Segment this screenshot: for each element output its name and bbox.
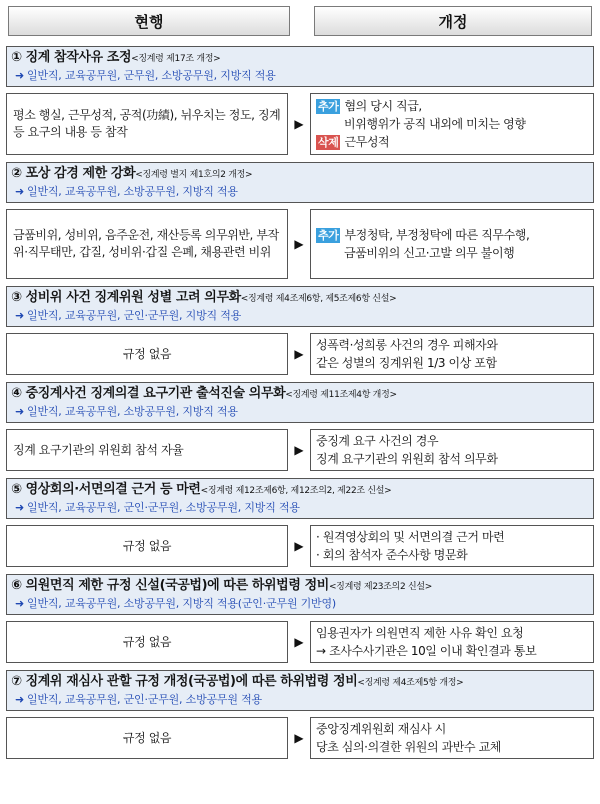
section-title [11, 673, 587, 692]
revised-line: 부정청탁, 부정청탁에 따른 직무수행, [344, 228, 530, 242]
current-rule: 징계 요구기관의 위원회 참석 자율 [6, 429, 288, 471]
current-rule: 금품비위, 성비위, 음주운전, 재산등록 의무위반, 부작위·직무태만, 갑질, 성비위·갑질 은폐, 채용관련 비위 [6, 209, 288, 279]
section-number: ⑦ [11, 674, 22, 689]
add-tag: 추가 [318, 100, 339, 113]
section-comparison [6, 93, 594, 155]
section-comparison [6, 621, 594, 663]
revised-line: 임용권자가 의원면직 제한 사유 확인 요청 [316, 626, 524, 640]
section-2 [6, 162, 594, 279]
arrow-right-icon: ➜ [15, 69, 25, 82]
revision-sections [6, 46, 594, 766]
add-tag: 추가 [318, 229, 339, 242]
applicability-text: 일반직, 교육공무원, 군인·군무원, 소방공무원 적용 [27, 693, 262, 706]
section-number: ④ [11, 386, 22, 401]
revised-line: 혐의 당시 직급, [344, 99, 422, 113]
section-reference: <징계령 제4조제5항 개정> [357, 678, 464, 688]
section-applicability [11, 596, 587, 612]
section-applicability [11, 692, 587, 708]
section-reference: <징계령 제12조제6항, 제12조의2, 제22조 신설> [200, 486, 392, 496]
triangle-right-icon: ▶ [294, 117, 304, 131]
section-number: ① [11, 50, 22, 65]
triangle-right-icon: ▶ [294, 731, 304, 745]
arrow-right-icon: ➜ [15, 405, 25, 418]
revised-line: 중앙징계위원회 재심사 시 [316, 722, 446, 736]
section-title-text: 포상 감경 제한 강화 [25, 166, 136, 181]
section-5 [6, 478, 594, 567]
section-applicability [11, 184, 587, 200]
section-applicability [11, 308, 587, 324]
applicability-text: 일반직, 교육공무원, 소방공무원, 지방직 적용 [27, 405, 238, 418]
revised-line: 같은 성별의 징계위원 1/3 이상 포함 [316, 356, 497, 370]
applicability-text: 일반직, 교육공무원, 군인·군무원, 지방직 적용 [27, 309, 242, 322]
section-comparison [6, 717, 594, 759]
section-comparison [6, 209, 594, 279]
section-title-text: 성비위 사건 징계위원 성별 고려 의무화 [25, 290, 241, 305]
section-header [6, 162, 594, 203]
revised-line: → 조사수사기관은 10일 이내 확인결과 통보 [316, 644, 537, 658]
revised-rule [310, 429, 594, 471]
header-revised: 개정 [314, 6, 592, 36]
revised-rule [310, 717, 594, 759]
revised-rule [310, 209, 594, 279]
revised-line: · 회의 참석자 준수사항 명문화 [316, 548, 468, 562]
revised-rule [310, 525, 594, 567]
section-title [11, 49, 587, 68]
applicability-text: 일반직, 교육공무원, 소방공무원, 지방직 적용 [27, 185, 238, 198]
section-applicability [11, 68, 587, 84]
revised-line: 징계 요구기관의 위원회 참석 의무화 [316, 452, 498, 466]
delete-tag: 삭제 [318, 136, 339, 149]
revised-line: 비위행위가 공직 내외에 미치는 영향 [344, 117, 526, 131]
section-7 [6, 670, 594, 759]
section-header [6, 478, 594, 519]
section-applicability [11, 500, 587, 516]
section-header [6, 286, 594, 327]
section-reference: <징계령 제17조 개정> [131, 54, 221, 64]
revised-rule [310, 333, 594, 375]
section-comparison [6, 429, 594, 471]
section-number: ⑥ [11, 578, 22, 593]
triangle-right-icon: ▶ [294, 237, 304, 251]
section-number: ③ [11, 290, 22, 305]
section-title [11, 165, 587, 184]
section-title-text: 중징계사건 징계의결 요구기관 출석진술 의무화 [25, 386, 286, 401]
section-title-text: 영상회의·서면의결 근거 등 마련 [25, 482, 201, 497]
section-number: ② [11, 166, 22, 181]
section-3 [6, 286, 594, 375]
current-rule: 평소 행실, 근무성적, 공적(功績), 뉘우치는 정도, 징계등 요구의 내용 등 참작 [6, 93, 288, 155]
section-reference: <징계령 제4조제6항, 제5조제6항 신설> [240, 294, 397, 304]
header-current: 현행 [8, 6, 290, 36]
triangle-right-icon: ▶ [294, 539, 304, 553]
revised-line: · 원격영상회의 및 서면의결 근거 마련 [316, 530, 505, 544]
section-title [11, 385, 587, 404]
section-header [6, 46, 594, 87]
section-1 [6, 46, 594, 155]
section-4 [6, 382, 594, 471]
section-title-text: 의원면직 제한 규정 신설(국공법)에 따른 하위법령 정비 [25, 578, 329, 593]
section-title-text: 징계위 재심사 관할 규정 개정(국공법)에 따른 하위법령 정비 [25, 674, 358, 689]
section-6 [6, 574, 594, 663]
section-header [6, 382, 594, 423]
arrow-right-icon: ➜ [15, 693, 25, 706]
current-rule: 규정 없음 [6, 621, 288, 663]
revised-rule [310, 93, 594, 155]
applicability-text: 일반직, 교육공무원, 군무원, 소방공무원, 지방직 적용 [27, 69, 276, 82]
section-title [11, 289, 587, 308]
section-title-text: 징계 참작사유 조정 [25, 50, 132, 65]
section-title [11, 577, 587, 596]
section-header [6, 670, 594, 711]
revised-line: 금품비위의 신고·고발 의무 불이행 [344, 246, 515, 260]
revised-rule [310, 621, 594, 663]
revised-line: 중징계 요구 사건의 경우 [316, 434, 439, 448]
section-reference: <징계령 제11조제4항 개정> [285, 390, 397, 400]
arrow-right-icon: ➜ [15, 309, 25, 322]
revised-line: 당초 심의·의결한 위원의 과반수 교체 [316, 740, 501, 754]
applicability-text: 일반직, 교육공무원, 군인·군무원, 소방공무원, 지방직 적용 [27, 501, 300, 514]
section-reference: <징계령 제23조의2 신설> [328, 582, 432, 592]
section-title [11, 481, 587, 500]
section-reference: <징계령 별지 제1호의2 개정> [135, 170, 253, 180]
current-rule: 규정 없음 [6, 333, 288, 375]
triangle-right-icon: ▶ [294, 635, 304, 649]
arrow-right-icon: ➜ [15, 185, 25, 198]
triangle-right-icon: ▶ [294, 347, 304, 361]
current-rule: 규정 없음 [6, 717, 288, 759]
current-rule: 규정 없음 [6, 525, 288, 567]
triangle-right-icon: ▶ [294, 443, 304, 457]
revised-line: 근무성적 [344, 135, 390, 149]
section-comparison [6, 525, 594, 567]
arrow-right-icon: ➜ [15, 597, 25, 610]
section-header [6, 574, 594, 615]
section-applicability [11, 404, 587, 420]
revised-line: 성폭력·성희롱 사건의 경우 피해자와 [316, 338, 498, 352]
arrow-right-icon: ➜ [15, 501, 25, 514]
applicability-text: 일반직, 교육공무원, 소방공무원, 지방직 적용(군인·군무원 기반영) [27, 597, 336, 610]
section-comparison [6, 333, 594, 375]
section-number: ⑤ [11, 482, 22, 497]
